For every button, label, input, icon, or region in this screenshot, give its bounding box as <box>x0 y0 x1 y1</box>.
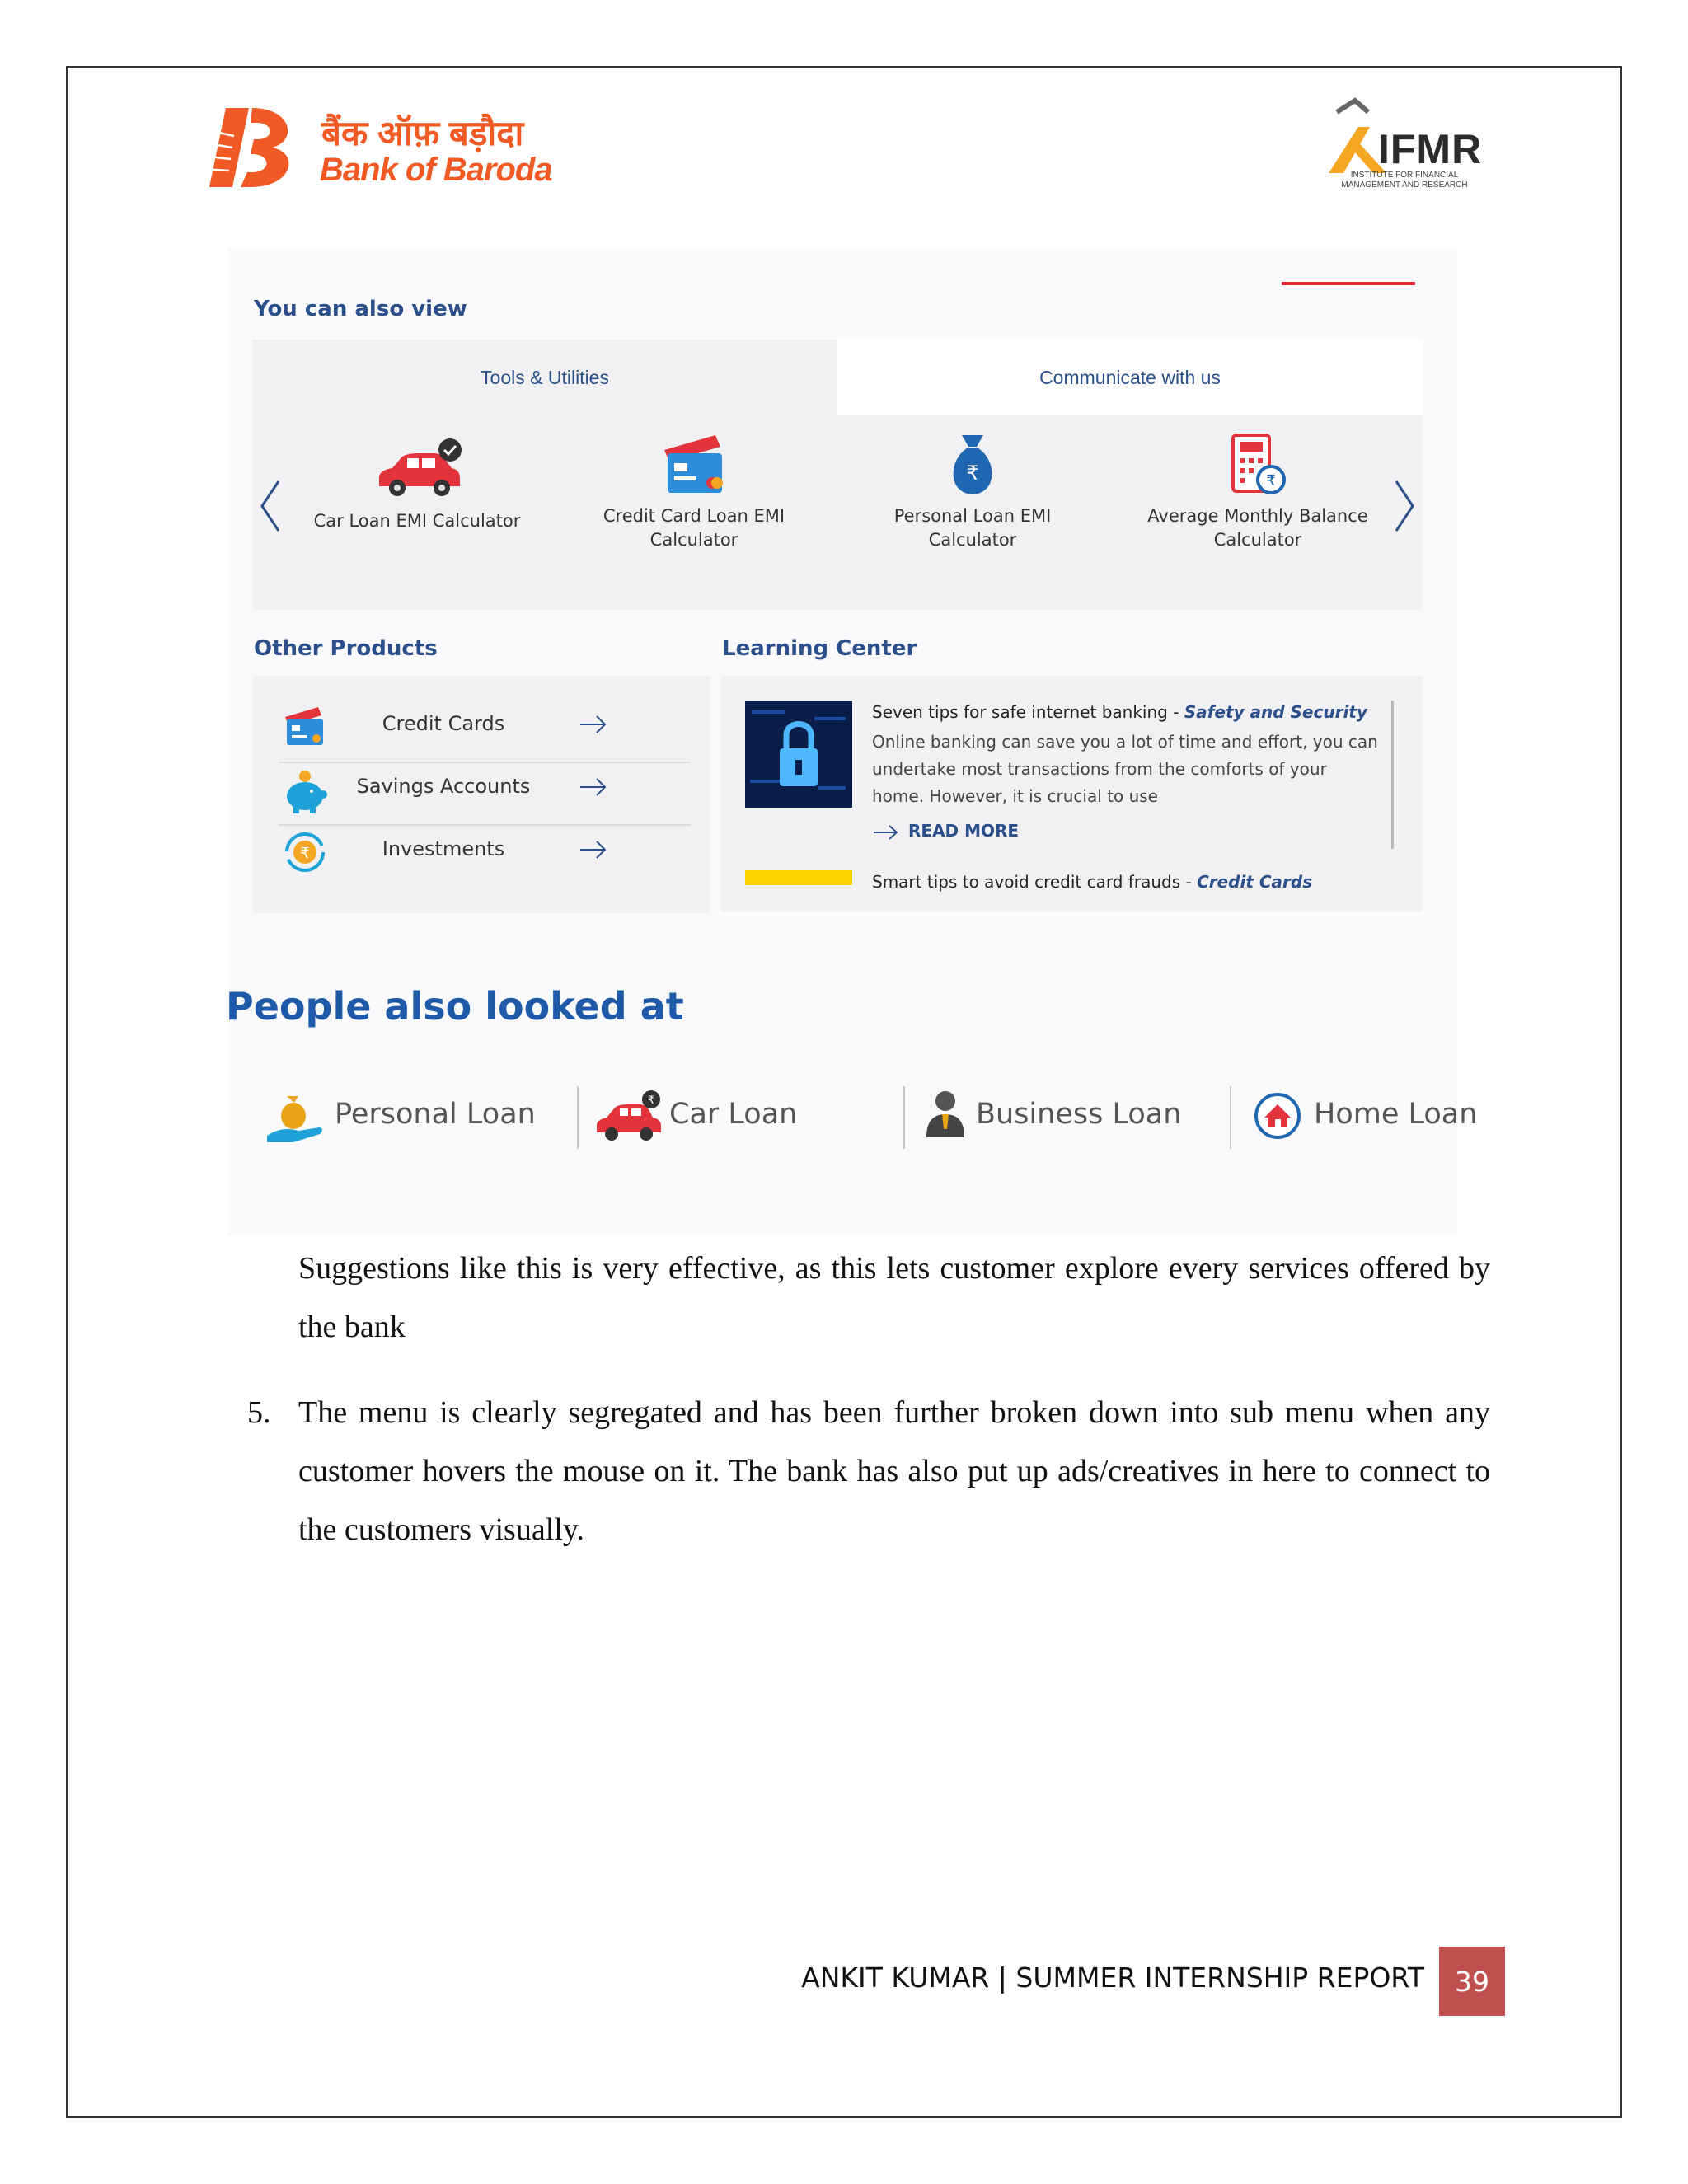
tool-avg-balance[interactable] <box>1134 432 1381 552</box>
other-products-panel <box>252 676 710 913</box>
article-excerpt: Online banking can save you a lot of time and effort, you can undertake most transactions from the comforts of your home. However, it is crucial to use <box>872 732 1378 806</box>
carousel-next-icon[interactable] <box>1391 480 1416 532</box>
tool-label: Personal Loan EMI Calculator <box>893 506 1052 550</box>
tool-car-loan-emi[interactable] <box>293 438 541 533</box>
body-paragraph: Suggestions like this is very effective, as this lets customer explore every services offered by the bank <box>298 1251 1490 1344</box>
people-separator <box>1230 1086 1231 1149</box>
people-item-label: Business Loan <box>976 1098 1182 1131</box>
page-number-badge: 39 <box>1439 1947 1505 2016</box>
product-savings-accounts[interactable] <box>279 757 691 819</box>
next-article-tag[interactable]: Credit Cards <box>1197 872 1313 892</box>
article-title[interactable] <box>872 702 1367 722</box>
ifmr-wordmark: IFMR <box>1378 126 1483 172</box>
arrow-right-icon <box>579 837 608 862</box>
home-icon <box>1253 1091 1302 1141</box>
money-bag-icon <box>944 432 1001 498</box>
tool-label: Average Monthly Balance Calculator <box>1147 506 1368 550</box>
carousel-prev-icon[interactable] <box>259 480 284 532</box>
product-label: Savings Accounts <box>356 775 531 798</box>
also-view-title: You can also view <box>254 297 467 321</box>
bank-of-baroda-english-name: Bank of Baroda <box>320 152 552 188</box>
bank-of-baroda-logo-mark <box>201 105 300 190</box>
read-more-link[interactable] <box>872 821 1019 842</box>
product-credit-cards[interactable] <box>279 694 691 757</box>
next-article-thumbnail <box>745 870 852 885</box>
list-number: 5. <box>247 1395 271 1430</box>
next-article-title[interactable] <box>872 872 1312 892</box>
people-also-looked-title: People also looked at <box>226 984 684 1029</box>
credit-card-icon <box>661 432 727 498</box>
tab-tools-utilities[interactable]: Tools & Utilities <box>252 340 837 415</box>
learning-center-title: Learning Center <box>722 636 917 661</box>
tool-personal-loan-emi[interactable] <box>849 432 1096 552</box>
security-lock-image <box>745 701 852 808</box>
people-item-label: Home Loan <box>1314 1098 1478 1131</box>
arrow-right-icon <box>872 823 900 842</box>
svg-text:₹: ₹ <box>1266 472 1276 490</box>
calculator-icon <box>1226 432 1289 498</box>
people-separator <box>903 1086 905 1149</box>
tools-panel <box>252 340 1423 610</box>
people-item-label: Personal Loan <box>335 1098 536 1131</box>
read-more-label: READ MORE <box>908 821 1020 841</box>
list-item-5: The menu is clearly segregated and has been further broken down into sub menu when any customer hovers the mouse on it. The bank has also put up ads/creatives in here to connect to the customers visually. <box>298 1395 1490 1547</box>
other-products-title: Other Products <box>254 636 438 661</box>
tool-credit-card-emi[interactable] <box>570 432 818 552</box>
arrow-right-icon <box>579 775 608 799</box>
tool-label: Car Loan EMI Calculator <box>313 511 521 531</box>
businessman-icon <box>925 1088 966 1142</box>
article-title-text: Seven tips for safe internet banking - <box>872 702 1184 722</box>
car-icon <box>593 1090 666 1144</box>
svg-text:₹: ₹ <box>966 462 979 485</box>
active-menu-underline <box>1282 282 1415 285</box>
learning-center-panel <box>720 676 1423 912</box>
svg-text:₹: ₹ <box>300 845 310 862</box>
tool-label: Credit Card Loan EMI Calculator <box>603 506 785 550</box>
product-label: Credit Cards <box>382 712 505 735</box>
article-tag[interactable]: Safety and Security <box>1184 702 1367 722</box>
arrow-right-icon <box>579 712 608 737</box>
scrollbar[interactable] <box>1391 701 1394 849</box>
product-investments[interactable] <box>279 819 691 882</box>
people-separator <box>577 1086 579 1149</box>
bank-of-baroda-hindi-name: बैंक ऑफ़ बड़ौदा <box>321 114 524 152</box>
next-article-title-text: Smart tips to avoid credit card frauds - <box>872 872 1198 892</box>
product-label: Investments <box>382 837 505 860</box>
car-icon <box>368 438 467 503</box>
footer-report-title: ANKIT KUMAR | SUMMER INTERNSHIP REPORT <box>801 1961 1424 1994</box>
hand-money-icon <box>265 1091 328 1146</box>
tab-communicate[interactable]: Communicate with us <box>837 340 1423 415</box>
svg-text:₹: ₹ <box>647 1094 655 1107</box>
ifmr-subtitle: INSTITUTE FOR FINANCIAL MANAGEMENT AND RESEARCH <box>1341 171 1468 190</box>
people-item-label: Car Loan <box>669 1098 798 1131</box>
